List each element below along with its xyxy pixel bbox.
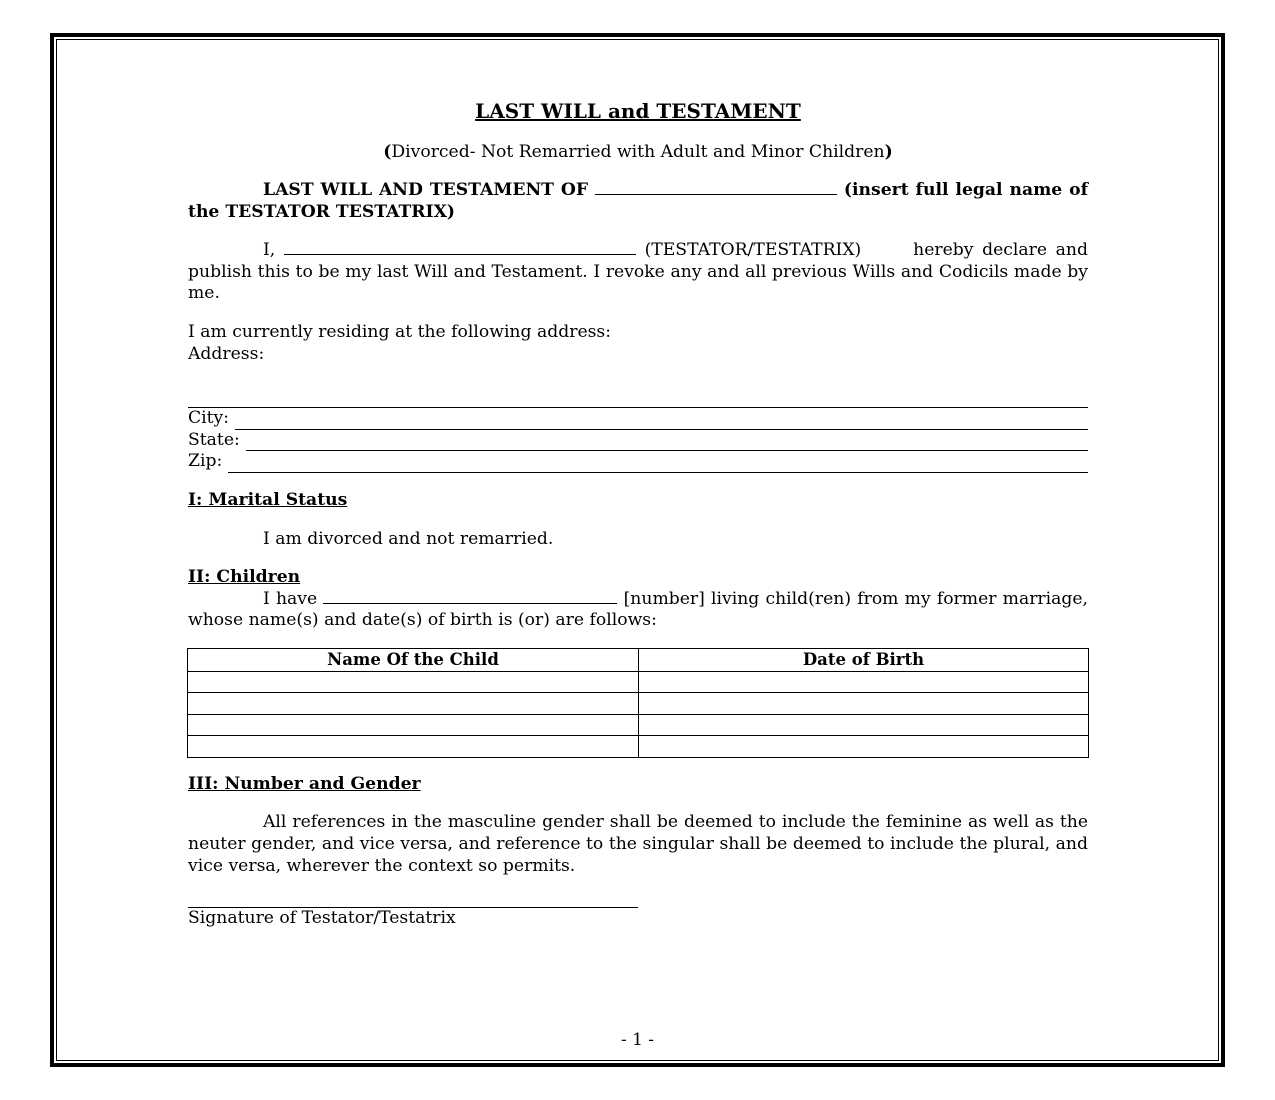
section-number-gender-heading: III: Number and Gender <box>188 773 421 794</box>
child-name-cell[interactable] <box>188 736 639 758</box>
city-row <box>188 408 1088 430</box>
table-header-row <box>188 648 1089 671</box>
children-table <box>187 648 1089 758</box>
child-name-cell[interactable] <box>188 693 639 715</box>
testator-heading-prefix: LAST WILL AND TESTAMENT OF <box>263 180 589 200</box>
document-body <box>188 98 1088 930</box>
section-children-heading: II: Children <box>188 567 301 588</box>
children-text: [number] living child(ren) from my former marriage, whose name(s) and date(s) of birth is (or) are follows: <box>188 588 1089 631</box>
testator-heading <box>188 180 1088 223</box>
testator-name-blank[interactable] <box>595 180 837 195</box>
subtitle-text: Divorced- Not Remarried with Adult and Minor Children <box>391 142 885 162</box>
section-number-gender-text <box>188 812 1088 877</box>
column-header-child-name: Name Of the Child <box>188 648 639 671</box>
column-header-date-of-birth: Date of Birth <box>639 648 1089 671</box>
date-of-birth-cell[interactable] <box>639 693 1089 715</box>
marital-status-statement: I am divorced and not remarried. <box>263 528 554 549</box>
testator-heading-suffix: (insert full legal name of the TESTATOR TESTATRIX) <box>188 180 1089 222</box>
residing-text: I am currently residing at the following address: <box>188 321 612 342</box>
document-subtitle <box>188 142 1088 164</box>
signature-line[interactable] <box>188 877 638 908</box>
zip-label: Zip: <box>188 451 223 472</box>
children-paragraph <box>188 589 1088 632</box>
table-row <box>188 736 1089 758</box>
child-name-cell[interactable] <box>188 671 639 693</box>
declaration-role: (TESTATOR/TESTATRIX) <box>644 240 862 261</box>
table-row <box>188 714 1089 736</box>
signature-label: Signature of Testator/Testatrix <box>188 908 456 929</box>
declaration-paragraph <box>188 240 1088 305</box>
date-of-birth-cell[interactable] <box>639 736 1089 758</box>
city-line[interactable] <box>235 413 1088 430</box>
address-line[interactable] <box>188 387 1088 408</box>
declaration-prefix: I, <box>263 240 276 261</box>
children-count-blank[interactable] <box>323 589 617 604</box>
date-of-birth-cell[interactable] <box>639 671 1089 693</box>
declarant-name-blank[interactable] <box>284 240 636 255</box>
section-marital-status-text <box>188 529 1088 551</box>
section-marital-status-heading: I: Marital Status <box>188 489 348 510</box>
subtitle-close-paren: ) <box>884 142 893 162</box>
state-line[interactable] <box>246 434 1088 451</box>
zip-line[interactable] <box>228 456 1088 473</box>
child-name-cell[interactable] <box>188 714 639 736</box>
date-of-birth-cell[interactable] <box>639 714 1089 736</box>
state-row <box>188 430 1088 452</box>
page-number: - 1 - <box>620 1030 655 1050</box>
number-gender-statement: All references in the masculine gender shall be deemed to include the feminine as well as the neuter gender, and vice versa, and reference to the singular shall be deemed to include the plural, and vice versa, wherever the context so permits. <box>188 812 1088 876</box>
subtitle-open-paren: ( <box>383 142 392 162</box>
table-row <box>188 693 1089 715</box>
city-label: City: <box>188 408 230 429</box>
zip-row <box>188 451 1088 473</box>
children-prefix: I have <box>263 588 318 609</box>
declaration-text: hereby declare and publish this to be my last Will and Testament. I revoke any and all previous Wills and Codicils made by me. <box>188 240 1089 304</box>
document-title: LAST WILL and TESTAMENT <box>475 99 801 123</box>
state-label: State: <box>188 429 240 450</box>
table-row <box>188 671 1089 693</box>
address-label: Address: <box>188 343 265 364</box>
